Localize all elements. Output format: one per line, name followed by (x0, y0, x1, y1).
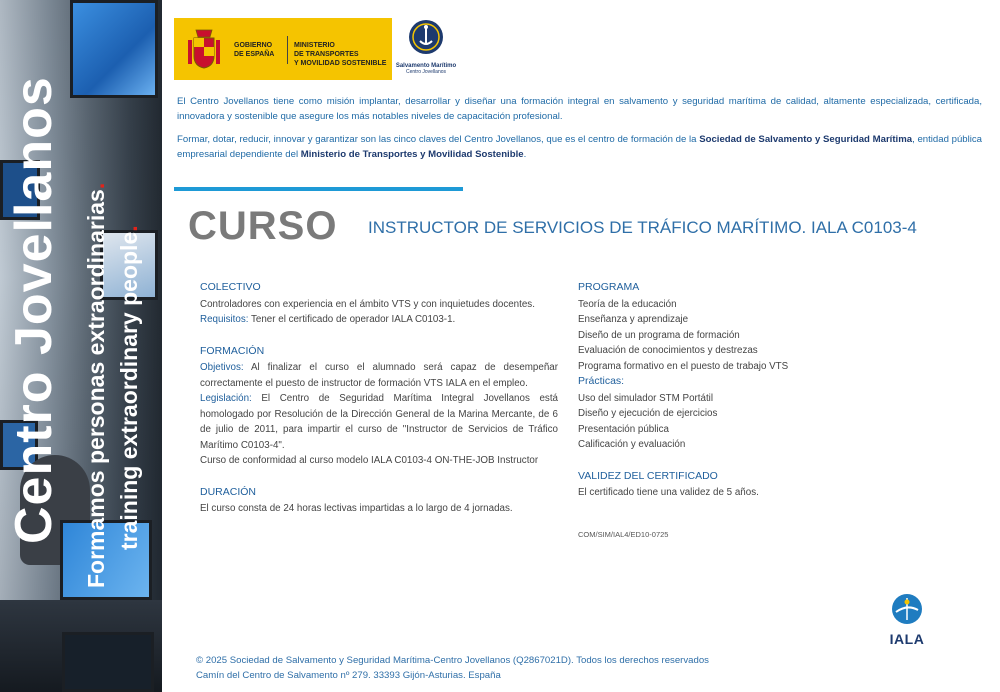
salvamento-name: Salvamento Marítimo (395, 63, 457, 69)
section-heading-formacion: FORMACIÓN (200, 344, 265, 357)
duracion-text: El curso consta de 24 horas lectivas impartidas a lo largo de 4 jornadas. (200, 503, 513, 514)
monitor-image (62, 632, 154, 692)
monitor-image (70, 0, 158, 98)
coat-of-arms-icon (184, 26, 224, 72)
footer-copyright: © 2025 Sociedad de Salvamento y Seguridad Marítima-Centro Jovellanos (Q2867021D). Todos los derechos reservados (196, 655, 709, 666)
practicas-item: Uso del simulador STM Portátil (578, 392, 714, 404)
practicas-item: Calificación y evaluación (578, 439, 686, 450)
colectivo-text: Controladores con experiencia en el ámbito VTS y con inquietudes docentes. (200, 298, 535, 310)
salvamento-logo (392, 18, 460, 80)
salvamento-sub: Centro Jovellanos (405, 69, 447, 75)
left-column (200, 280, 558, 517)
section-heading-validez: VALIDEZ DEL CERTIFICADO (578, 469, 718, 482)
gobierno-logo (174, 18, 392, 80)
programa-item: Programa formativo en el puesto de trabajo VTS (578, 360, 789, 372)
objetivos-text: Objetivos: Al finalizar el curso el alumnado será capaz de desempeñar correctamente el puesto de instructor de formación VTS IALA en el empleo. (200, 362, 558, 389)
gobierno-text: GOBIERNO DE ESPAÑA (234, 42, 275, 58)
footer-address: Camín del Centro de Salvamento nº 279. 33393 Gijón-Asturias. España (196, 670, 501, 681)
requisitos-text: Requisitos: Tener el certificado de operador IALA C0103-1. (200, 314, 456, 325)
programa-item: Evaluación de conocimientos y destrezas (578, 345, 758, 356)
practicas-item: Diseño y ejecución de ejercicios (578, 408, 718, 419)
divider (287, 36, 288, 64)
course-title: INSTRUCTOR DE SERVICIOS DE TRÁFICO MARÍTIMO. IALA C0103-4 (368, 218, 917, 237)
programa-item: Enseñanza y aprendizaje (578, 314, 689, 325)
section-heading-colectivo: COLECTIVO (200, 281, 261, 293)
programa-item: Teoría de la educación (578, 298, 677, 310)
section-heading-programa: PROGRAMA (578, 281, 640, 293)
sidebar-slogan-en: training extraordinary people. (116, 225, 142, 550)
side-photo-band (0, 0, 162, 692)
intro-paragraph-1: El Centro Jovellanos tiene como misión implantar, desarrollar y diseñar una formación integral en salvamento y seguridad marítima de calidad, altamente especializada, certificada, innovadora y sostenible que asegure los más notables niveles de capacitación profesional. (177, 96, 982, 122)
section-heading-duracion: DURACIÓN (200, 485, 257, 498)
iala-emblem-icon (890, 592, 924, 626)
intro-text (177, 95, 982, 171)
footer (196, 653, 709, 683)
legislacion-text: Legislación: El Centro de Seguridad Marítima Integral Jovellanos está homologado por Resolución de la Dirección General de la Marina Mercante, de 6 de julio de 2011, para impartir el curso de "Instructor de Servicios de Tráfico Marítimo C0103-4". (200, 393, 558, 451)
ministry-text: MINISTERIO DE TRANSPORTES Y MOVILIDAD SOSTENIBLE (294, 42, 387, 67)
practicas-item: Presentación pública (578, 423, 669, 435)
right-column (578, 280, 908, 542)
iala-logo (878, 592, 936, 648)
salvamento-emblem-icon (407, 18, 445, 56)
practicas-heading: Prácticas: (578, 375, 625, 387)
conformidad-text: Curso de conformidad al curso modelo IALA C0103-4 ON-THE-JOB Instructor (200, 455, 539, 466)
sidebar-slogan-es: Formamos personas extraordinarias. (83, 182, 109, 588)
accent-rule (174, 187, 463, 191)
intro-paragraph-2: Formar, dotar, reducir, innovar y garantizar son las cinco claves del Centro Jovellanos, que es el centro de formación de la Sociedad de Salvamento y Seguridad Marítima, entidad pública empresarial dependiente del Ministerio de Transportes y Movilidad Sostenible. (177, 134, 983, 160)
validez-text: El certificado tiene una validez de 5 años. (578, 487, 759, 498)
programa-item: Diseño de un programa de formación (578, 329, 740, 341)
sidebar-title: Centro Jovellanos (5, 76, 63, 544)
document-code: COM/SIM/IAL4/ED10-0725 (578, 529, 669, 539)
iala-label: IALA (889, 631, 925, 647)
course-label: CURSO (188, 204, 338, 248)
